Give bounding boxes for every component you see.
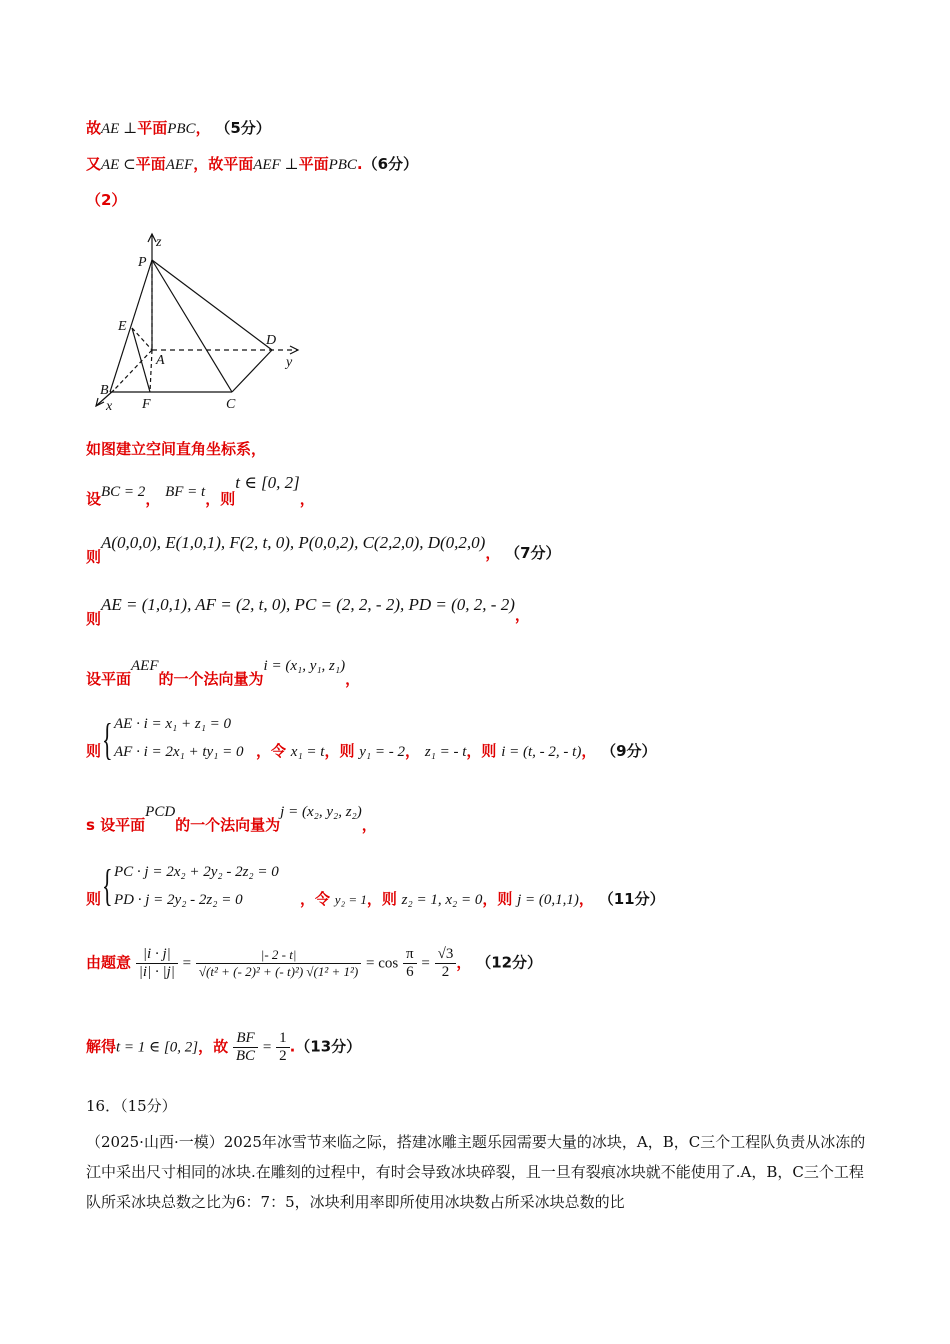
system-eq-2: AF · i = 2x₁ + ty₁ = 0 xyxy=(114,744,244,760)
brace: { xyxy=(102,715,113,764)
math: i = (x₁, y₁, z₁) xyxy=(263,658,346,674)
label-D: D xyxy=(266,333,277,348)
answer-line-11 xyxy=(86,856,846,916)
math: AEF xyxy=(165,157,194,173)
text: ， xyxy=(405,742,421,760)
label-z: z xyxy=(156,235,162,250)
text: ，则 xyxy=(482,890,513,908)
answer-line-5 xyxy=(86,473,315,508)
math: y₂ = 1 xyxy=(334,892,367,907)
text: ， xyxy=(145,490,161,508)
math: y₁ = - 2 xyxy=(359,744,406,760)
answer-line-9 xyxy=(86,712,846,772)
text: 则 xyxy=(86,890,102,908)
math: t = 1 ∈ [0, 2] xyxy=(116,1039,199,1056)
text: ，则 xyxy=(466,742,497,760)
answer-line-6 xyxy=(86,532,561,566)
text: 的一个法向量为 xyxy=(158,670,264,688)
fraction: $\frac{1}{2}$ xyxy=(276,1030,290,1065)
text: 如图建立空间直角坐标系， xyxy=(86,440,267,458)
text: ， xyxy=(299,490,315,508)
text: 则 xyxy=(86,742,102,760)
answer-line-8 xyxy=(86,654,361,688)
text: 平面 xyxy=(298,155,329,173)
answer-line-2 xyxy=(86,153,418,174)
system-eq-2: PD · j = 2y₂ - 2z₂ = 0 xyxy=(114,892,243,908)
label-F: F xyxy=(142,397,151,412)
answer-line-13 xyxy=(86,1030,361,1065)
math: z₁ = - t xyxy=(424,744,467,760)
math: A(0,0,0), E(1,0,1), F(2, t, 0), P(0,0,2), C(2,2,0), D(0,2,0) xyxy=(101,533,486,552)
text: 故 xyxy=(86,119,102,137)
math: j = (x₂, y₂, z₂) xyxy=(280,804,362,820)
math: = xyxy=(262,1039,272,1056)
edge-AF xyxy=(150,350,152,392)
label-x: x xyxy=(106,399,113,414)
label-y: y xyxy=(286,355,293,370)
label-C: C xyxy=(226,397,236,412)
label-B: B xyxy=(100,383,109,398)
math: BC = 2 xyxy=(101,484,146,500)
text: ，则 xyxy=(324,742,355,760)
math: BF = t xyxy=(165,484,206,500)
text: ， xyxy=(514,606,530,624)
math: PBC xyxy=(167,121,196,137)
fraction: $\frac{|- 2 - t|}{\text{√(t² + (- 2)² + (- t)²) √(1² + 1²)}}$ xyxy=(196,947,361,980)
problem-number: 16．（15分） xyxy=(86,1097,177,1115)
math: PCD xyxy=(145,804,176,820)
fraction: $\frac{|i \cdot j|}{|i| \cdot |j|}$ xyxy=(136,946,178,981)
score: （5分） xyxy=(215,119,271,137)
fraction: $\frac{√3}{2}$ xyxy=(435,946,457,981)
text: （2） xyxy=(86,191,127,209)
text: ， xyxy=(345,670,361,688)
math: AEF ⊥ xyxy=(253,157,299,173)
answer-line-10 xyxy=(86,800,377,834)
edge-PD xyxy=(152,260,272,350)
text: ， xyxy=(485,544,501,562)
fraction: $\frac{BF}{BC}$ xyxy=(233,1030,258,1065)
math: PBC xyxy=(328,157,357,173)
text: . xyxy=(289,1037,296,1056)
text: ，则 xyxy=(366,890,397,908)
text: ， xyxy=(195,119,211,137)
system-eq-1: PC · j = 2x₂ + 2y₂ - 2z₂ = 0 xyxy=(114,864,279,880)
text: 设 xyxy=(86,490,102,508)
math: AE ⊂ xyxy=(101,157,136,173)
text: 的一个法向量为 xyxy=(175,816,281,834)
math: t ∈ [0, 2] xyxy=(235,473,300,492)
text: 则 xyxy=(86,548,102,566)
x-axis xyxy=(114,350,152,390)
part-2-label xyxy=(86,189,126,210)
text: ， xyxy=(361,816,377,834)
edge-CD xyxy=(232,350,272,392)
math: = xyxy=(182,955,192,972)
text: s 设平面 xyxy=(86,816,146,834)
text: . xyxy=(356,155,363,173)
answer-line-1 xyxy=(86,117,271,138)
text: ，故 xyxy=(198,1037,229,1056)
math: j = (0,1,1) xyxy=(517,892,579,908)
text: 则 xyxy=(86,610,102,628)
text: 平面 xyxy=(137,119,168,137)
score: （11分） xyxy=(598,890,665,908)
score: （12分） xyxy=(476,953,543,972)
text: 又 xyxy=(86,155,102,173)
math: z₂ = 1, x₂ = 0 xyxy=(401,892,483,908)
problem-text: （2025·山西·一模）2025年冰雪节来临之际，搭建冰雕主题乐园需要大量的冰块，A，B，C三个工程队负责从冰冻的江中采出尺寸相同的冰块.在雕刻的过程中，有时会导致冰块碎裂，且一旦有裂痕冰块就不能使用了.A，B，C三个工程队所采冰块总数之比为6：7：5，冰块利用率即所使用冰块数占所采冰块总数的比 xyxy=(86,1133,866,1211)
math: = xyxy=(421,955,430,972)
system-eq-1: AE · i = x₁ + z₁ = 0 xyxy=(114,716,232,732)
math: i = (t, - 2, - t) xyxy=(501,744,582,760)
text: ， xyxy=(581,742,597,760)
label-A: A xyxy=(156,353,165,368)
text: 解得 xyxy=(86,1037,117,1056)
score: （7分） xyxy=(505,544,561,562)
math: AEF xyxy=(131,658,159,674)
edge-PC xyxy=(152,260,232,392)
math: AE ⊥ xyxy=(101,121,138,137)
math: = cos xyxy=(366,955,399,972)
answer-line-4 xyxy=(86,438,266,459)
text: ，则 xyxy=(205,490,236,508)
label-E: E xyxy=(118,319,127,334)
answer-line-12 xyxy=(86,946,542,981)
text: ， xyxy=(578,890,594,908)
score: （6分） xyxy=(362,155,419,173)
text: ， xyxy=(456,953,472,972)
text: 由题意 xyxy=(86,953,132,972)
text: ，令 xyxy=(300,890,331,908)
label-P: P xyxy=(138,255,147,270)
text: 平面 xyxy=(135,155,166,173)
fraction: $\frac{\pi}{6}$ xyxy=(403,946,417,981)
coordinate-figure xyxy=(88,228,308,418)
score: （9分） xyxy=(601,742,657,760)
text: ，令 xyxy=(256,742,287,760)
math: AE = (1,0,1), AF = (2, t, 0), PC = (2, 2, - 2), PD = (0, 2, - 2) xyxy=(101,595,515,614)
answer-line-7 xyxy=(86,594,530,628)
score: （13分） xyxy=(295,1037,362,1056)
edge-EF xyxy=(132,328,150,392)
math: x₁ = t xyxy=(290,744,325,760)
text: ，故平面 xyxy=(193,155,254,173)
text: 设平面 xyxy=(86,670,132,688)
brace: { xyxy=(102,861,113,910)
